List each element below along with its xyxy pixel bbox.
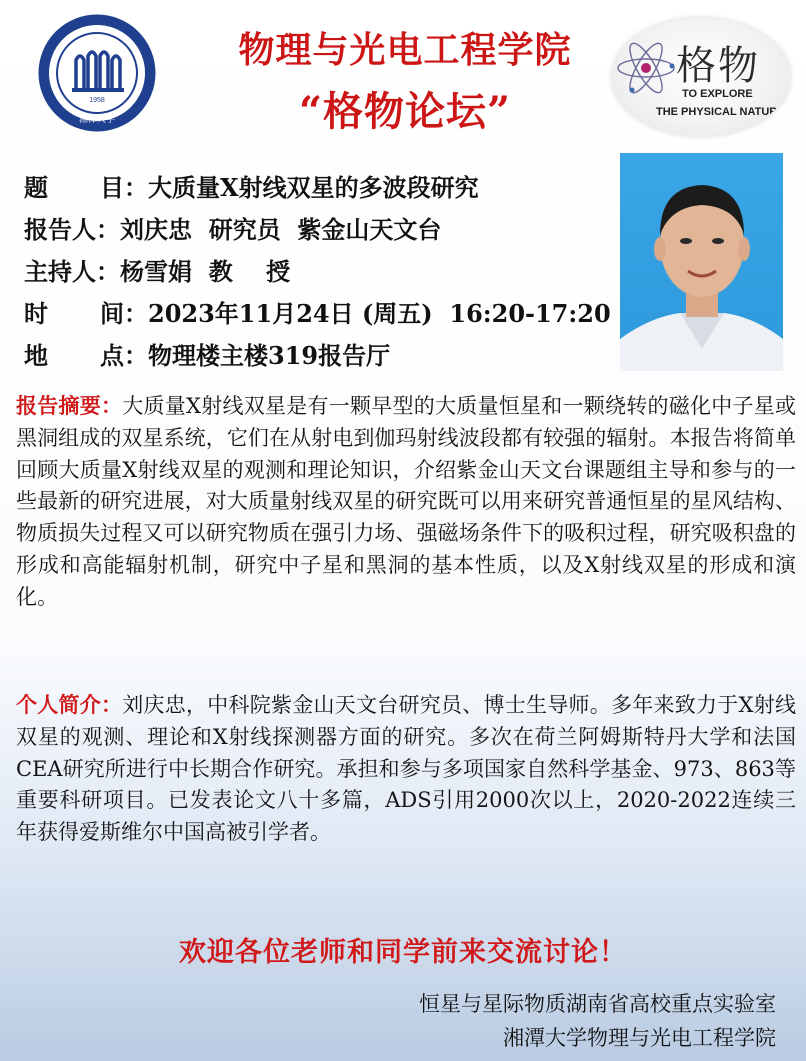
info-host [24, 252, 290, 287]
abstract-heading: 报告摘要： [16, 393, 123, 418]
logo-year: 1958 [89, 97, 105, 104]
info-time: 时 间 ：2023年11月24日 (周五) 16:20-17:20 [24, 294, 611, 329]
info-place: 地 点 ：物理楼主楼319报告厅 [24, 336, 390, 371]
speaker-photo [620, 153, 783, 371]
bio-heading: 个人简介： [16, 692, 123, 717]
abstract-paragraph [16, 390, 796, 614]
gewu-logo-english-2: THE PHYSICAL NATURE [656, 106, 785, 118]
info-topic: 题 目 ：大质量X射线双星的多波段研究 [24, 168, 479, 203]
gewu-logo-text: 格物 [676, 43, 760, 89]
host-value: 杨雪娟 教 授 [120, 257, 291, 286]
host-label: 主持人： [24, 257, 120, 286]
bio-text: 刘庆忠，中科院紫金山天文台研究员、博士生导师。多年来致力于X射线双星的观测、理论和X射线探测器方面的研究。多次在荷兰阿姆斯特丹大学和法国CEA研究所进行中长期合作研究。承担和参与多项国家自然科学基金、973、863等重要科研项目。已发表论文八十多篇，ADS引用2000次以上，2020-2022连续三年获得爱斯维尔中国高被引学者。 [16, 693, 797, 845]
gewu-forum-logo [612, 18, 790, 136]
bio-paragraph [16, 689, 796, 849]
place-value: 物理楼主楼319报告厅 [148, 341, 391, 370]
place-label: 地 点 [24, 341, 124, 370]
atom-icon [614, 36, 678, 100]
time-label: 时 间 [24, 299, 124, 328]
info-speaker [24, 210, 441, 245]
time-value: 2023年11月24日 (周五) 16:20-17:20 [148, 299, 611, 328]
abstract-text: 大质量X射线双星是有一颗早型的大质量恒星和一颗绕转的磁化中子星或黑洞组成的双星系统，它们在从射电到伽玛射线波段都有较强的辐射。本报告将简单回顾大质量X射线双星的观测和理论知识，介绍紫金山天文台课题组主导和参与的一些最新的研究进展，对大质量射线双星的研究既可以用来研究普通恒星的星风结构、物质损失过程又可以研究物质在强引力场、强磁场条件下的吸积过程，研究吸积盘的形成和高能辐射机制，研究中子星和黑洞的基本性质，以及X射线双星的形成和演化。 [16, 394, 797, 609]
footer-school: 湘潭大学物理与光电工程学院 [503, 1026, 776, 1050]
speaker-value: 刘庆忠 研究员 紫金山天文台 [120, 215, 442, 244]
forum-title: “格物论坛” [298, 88, 511, 135]
logo-chinese-name: 湘潭大学 [78, 115, 116, 125]
speaker-label: 报告人： [24, 215, 120, 244]
welcome-message: 欢迎各位老师和同学前来交流讨论！ [179, 937, 627, 968]
school-title: 物理与光电工程学院 [238, 29, 572, 71]
university-logo [38, 14, 156, 132]
topic-label: 题 目 [24, 173, 124, 202]
footer-lab: 恒星与星际物质湖南省高校重点实验室 [419, 992, 776, 1016]
topic-value: 大质量X射线双星的多波段研究 [148, 173, 479, 202]
logo-ring-text: XIANGTAN UNIVERSITY [47, 23, 147, 76]
gewu-logo-english-1: TO EXPLORE [682, 88, 753, 100]
